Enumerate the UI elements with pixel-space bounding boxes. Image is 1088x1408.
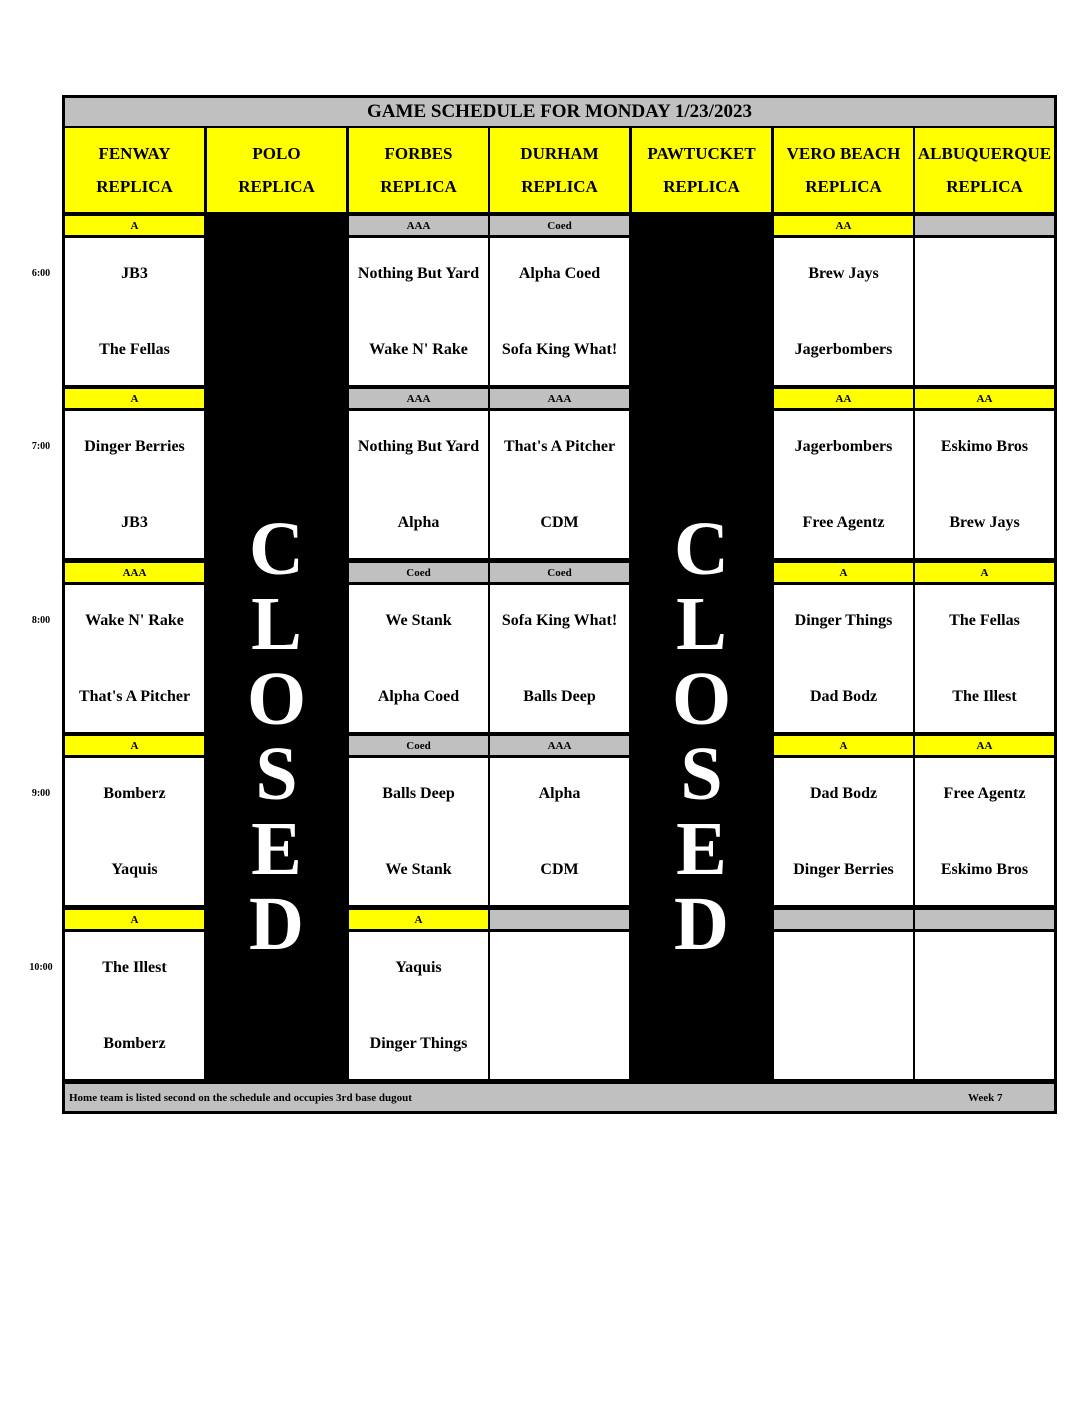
level-badge xyxy=(349,563,488,582)
field-header-forbes xyxy=(349,128,488,212)
home-team: The Fellas xyxy=(99,341,170,358)
level-badge xyxy=(774,736,913,755)
schedule-title: GAME SCHEDULE FOR MONDAY 1/23/2023 xyxy=(65,98,1054,126)
game-cell xyxy=(65,411,204,558)
away-team: Sofa King What! xyxy=(501,612,618,629)
level-text: AAA xyxy=(122,566,147,579)
home-team: Balls Deep xyxy=(523,688,596,705)
away-team: Bomberz xyxy=(103,785,166,802)
field-name: POLO xyxy=(252,144,301,163)
level-badge xyxy=(490,910,629,929)
footer-note: Home team is listed second on the schedule and occupies 3rd base dugout xyxy=(69,1091,412,1104)
away-team: The Illest xyxy=(102,959,167,976)
field-sub: REPLICA xyxy=(663,177,740,196)
game-cell xyxy=(490,758,629,905)
field-header-vero-beach xyxy=(774,128,913,212)
level-badge xyxy=(774,563,913,582)
home-team: Bomberz xyxy=(103,1035,166,1052)
game-cell xyxy=(774,758,913,905)
footer-bar xyxy=(65,1084,1054,1111)
game-cell xyxy=(349,932,488,1079)
level-badge xyxy=(915,389,1054,408)
level-text: AA xyxy=(835,219,852,232)
game-cell xyxy=(915,585,1054,732)
game-cell xyxy=(774,238,913,385)
field-sub: REPLICA xyxy=(805,177,882,196)
home-team: Dinger Berries xyxy=(793,861,894,878)
level-badge xyxy=(65,216,204,235)
away-team: We Stank xyxy=(385,612,452,629)
home-team: Jagerbombers xyxy=(794,341,893,358)
level-text: A xyxy=(130,913,139,926)
game-cell xyxy=(349,411,488,558)
home-team: Yaquis xyxy=(111,861,158,878)
level-badge xyxy=(490,563,629,582)
level-badge xyxy=(349,216,488,235)
field-header-fenway xyxy=(65,128,204,212)
time-label: 7:00 xyxy=(31,441,51,452)
level-text: AAA xyxy=(406,392,431,405)
game-cell xyxy=(490,585,629,732)
level-text: AAA xyxy=(547,392,572,405)
game-cell xyxy=(774,585,913,732)
time-label: 6:00 xyxy=(31,268,51,279)
field-name: PAWTUCKET xyxy=(647,144,756,163)
field-header-polo xyxy=(207,128,346,212)
home-team: Alpha xyxy=(397,514,440,531)
level-text: Coed xyxy=(547,566,572,579)
field-header-pawtucket xyxy=(632,128,771,212)
closed-letter: D xyxy=(674,882,729,966)
game-cell xyxy=(774,411,913,558)
game-cell xyxy=(65,238,204,385)
level-badge xyxy=(915,216,1054,235)
home-team: JB3 xyxy=(121,514,148,531)
field-name: ALBUQUERQUE xyxy=(917,144,1052,163)
away-team: That's A Pitcher xyxy=(503,438,616,455)
time-label: 9:00 xyxy=(31,788,51,799)
field-sub: REPLICA xyxy=(946,177,1023,196)
level-badge xyxy=(65,910,204,929)
level-badge xyxy=(349,910,488,929)
closed-letter: S xyxy=(255,732,298,816)
game-cell xyxy=(349,585,488,732)
away-team: Alpha Coed xyxy=(518,265,601,282)
away-team: Dinger Things xyxy=(794,612,893,629)
level-text: A xyxy=(839,566,848,579)
game-cell xyxy=(65,932,204,1079)
home-team: Sofa King What! xyxy=(501,341,618,358)
away-team: Balls Deep xyxy=(382,785,455,802)
level-text: AA xyxy=(835,392,852,405)
game-cell xyxy=(490,411,629,558)
closed-letter: L xyxy=(251,582,302,666)
away-team: Brew Jays xyxy=(808,265,879,282)
level-text: AAA xyxy=(547,739,572,752)
level-badge xyxy=(915,563,1054,582)
level-badge xyxy=(774,389,913,408)
closed-letter: D xyxy=(249,882,304,966)
away-team: Yaquis xyxy=(395,959,442,976)
home-team: CDM xyxy=(540,861,579,878)
level-text: A xyxy=(414,913,423,926)
level-text: Coed xyxy=(406,739,431,752)
home-team: Wake N' Rake xyxy=(369,341,468,358)
closed-column xyxy=(207,216,346,1081)
level-badge xyxy=(915,736,1054,755)
away-team: Dinger Berries xyxy=(84,438,185,455)
level-badge xyxy=(774,216,913,235)
level-text: A xyxy=(839,739,848,752)
level-text: AA xyxy=(976,392,993,405)
closed-letter: L xyxy=(676,582,727,666)
home-team: Eskimo Bros xyxy=(940,861,1029,878)
home-team: That's A Pitcher xyxy=(78,688,191,705)
game-cell xyxy=(65,585,204,732)
level-text: Coed xyxy=(547,219,572,232)
game-cell xyxy=(65,758,204,905)
level-text: A xyxy=(980,566,989,579)
level-text: Coed xyxy=(406,566,431,579)
closed-letter: E xyxy=(251,807,302,891)
field-name: DURHAM xyxy=(520,144,599,163)
schedule-table xyxy=(62,95,1057,1114)
game-cell xyxy=(774,932,913,1079)
game-cell xyxy=(915,238,1054,385)
closed-letter: E xyxy=(676,807,727,891)
field-name: VERO BEACH xyxy=(786,144,901,163)
game-cell xyxy=(490,932,629,1079)
away-team: Nothing But Yard xyxy=(357,265,480,282)
closed-column xyxy=(632,216,771,1081)
level-badge xyxy=(490,216,629,235)
level-badge xyxy=(915,910,1054,929)
week-label: Week 7 xyxy=(968,1091,1003,1104)
level-text: A xyxy=(130,739,139,752)
field-sub: REPLICA xyxy=(96,177,173,196)
away-team: Wake N' Rake xyxy=(85,612,184,629)
field-header-albuquerque xyxy=(915,128,1054,212)
level-badge xyxy=(490,736,629,755)
game-cell xyxy=(490,238,629,385)
closed-letter: O xyxy=(246,657,307,741)
level-text: AAA xyxy=(406,219,431,232)
game-cell xyxy=(915,758,1054,905)
closed-letter: C xyxy=(249,507,304,591)
away-team: Dad Bodz xyxy=(809,785,878,802)
field-sub: REPLICA xyxy=(238,177,315,196)
home-team: Dinger Things xyxy=(369,1035,468,1052)
level-badge xyxy=(490,389,629,408)
away-team: Eskimo Bros xyxy=(940,438,1029,455)
level-text: A xyxy=(130,219,139,232)
away-team: The Fellas xyxy=(949,612,1020,629)
level-badge xyxy=(65,563,204,582)
home-team: Alpha Coed xyxy=(377,688,460,705)
away-team: Nothing But Yard xyxy=(357,438,480,455)
home-team: Dad Bodz xyxy=(809,688,878,705)
level-text: AA xyxy=(976,739,993,752)
home-team: Brew Jays xyxy=(949,514,1020,531)
level-badge xyxy=(65,389,204,408)
game-cell xyxy=(349,238,488,385)
home-team: CDM xyxy=(540,514,579,531)
away-team: Jagerbombers xyxy=(794,438,893,455)
field-name: FENWAY xyxy=(98,144,171,163)
level-text: A xyxy=(130,392,139,405)
closed-letter: O xyxy=(671,657,732,741)
game-cell xyxy=(915,932,1054,1079)
field-header-durham xyxy=(490,128,629,212)
closed-letter: C xyxy=(674,507,729,591)
home-team: We Stank xyxy=(385,861,452,878)
field-sub: REPLICA xyxy=(521,177,598,196)
away-team: Free Agentz xyxy=(943,785,1026,802)
level-badge xyxy=(65,736,204,755)
time-label: 10:00 xyxy=(29,962,53,973)
level-badge xyxy=(774,910,913,929)
level-badge xyxy=(349,389,488,408)
time-label: 8:00 xyxy=(31,615,51,626)
away-team: JB3 xyxy=(121,265,148,282)
away-team: Alpha xyxy=(538,785,581,802)
field-name: FORBES xyxy=(384,144,453,163)
field-sub: REPLICA xyxy=(380,177,457,196)
game-cell xyxy=(349,758,488,905)
home-team: Free Agentz xyxy=(802,514,885,531)
level-badge xyxy=(349,736,488,755)
closed-letter: S xyxy=(680,732,723,816)
home-team: The Illest xyxy=(952,688,1017,705)
game-cell xyxy=(915,411,1054,558)
